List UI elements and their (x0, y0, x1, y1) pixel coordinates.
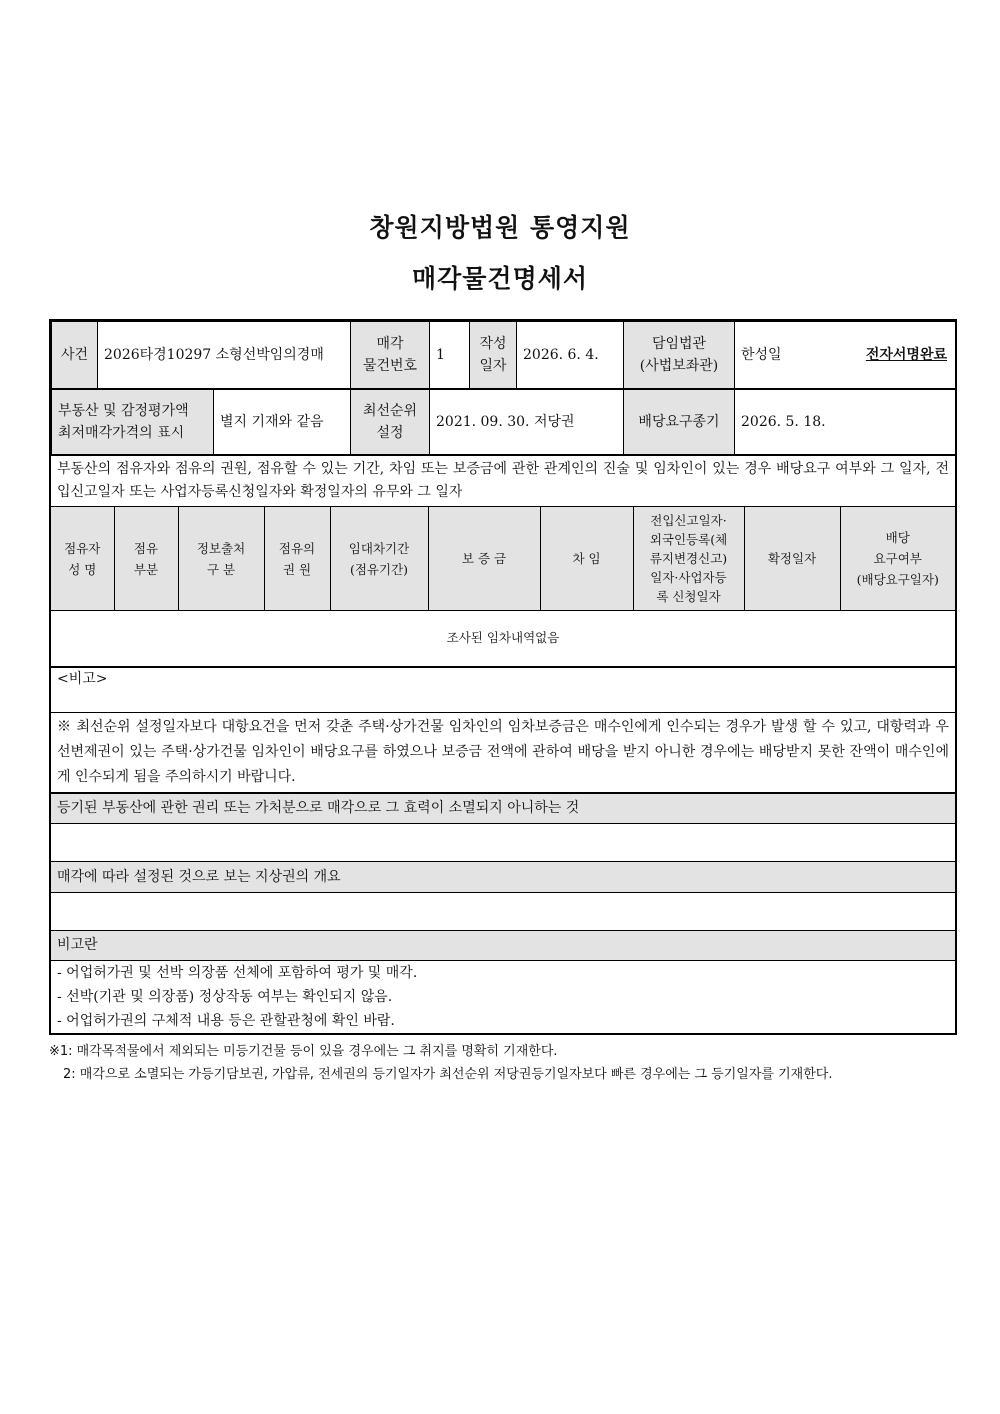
col-occupant-name: 점유자 성 명 (50, 507, 114, 611)
judge-name: 한성일 (741, 347, 782, 363)
notes-item: - 어업허가권의 구체적 내용 등은 관할관청에 확인 바람. (57, 1012, 395, 1029)
document-title: 매각물건명세서 (411, 264, 589, 293)
col-lease-period: 임대차기간 (점유기간) (330, 507, 428, 611)
item-number-value: 1 (430, 322, 470, 389)
judge-label: 담임법관 (사법보좌관) (624, 322, 735, 389)
rights-section-label: 등기된 부동산에 관한 권리 또는 가처분으로 매각으로 그 효력이 소멸되지 아니하는 것 (50, 793, 956, 823)
case-label: 사건 (52, 322, 98, 389)
superficies-section-label: 매각에 따라 설정된 것으로 보는 지상권의 개요 (50, 861, 956, 892)
superficies-section-value (50, 892, 956, 930)
dividend-deadline-label: 배당요구종기 (624, 390, 735, 455)
footnote-2: 2: 매각으로 소멸되는 가등기담보권, 가압류, 전세권의 등기일자가 최선순위 저당권등기일자보다 빠른 경우에는 그 등기일자를 기재한다. (63, 1067, 833, 1082)
notes-list (50, 960, 956, 1034)
judge-cell (735, 322, 956, 389)
electronic-signature-badge: 전자서명완료 (865, 347, 947, 363)
footnote-1: ※1: 매각목적물에서 제외되는 미등기건물 등이 있을 경우에는 그 취지를 명확히 기재한다. (49, 1044, 558, 1059)
sale-item-statement-table (49, 319, 957, 1035)
case-info-row (50, 320, 956, 389)
col-dividend-request: 배당 요구여부 (배당요구일자) (840, 507, 956, 611)
item-number-label: 매각 물건번호 (351, 322, 430, 389)
col-title: 점유의 권 원 (264, 507, 330, 611)
remarks-label: <비고> (57, 670, 108, 687)
warning-notice: ※ 최선순위 설정일자보다 대항요건을 먼저 갖춘 주택·상가건물 임차인의 임차보증금은 매수인에게 인수되는 경우가 발생 할 수 있고, 대항력과 우선변제권이 있는 주택·상가건물 임차인이 배당요구를 하였으나 보증금 전액에 관하여 배당을 받지 아니한 경우에는 배당받지 못한 잔액이 매수인에게 인수되게 됨을 주의하시기 바랍니다. (50, 713, 956, 794)
rights-section-value (50, 823, 956, 861)
case-value: 2026타경10297 소형선박임의경매 (98, 322, 351, 389)
court-name: 창원지방법원 통영지원 (369, 213, 631, 242)
col-fixed-date: 확정일자 (744, 507, 840, 611)
written-date-label: 작성 일자 (470, 322, 517, 389)
col-move-in-date: 전입신고일자· 외국인등록(체 류지변경신고) 일자·사업자등 록 신청일자 (633, 507, 744, 611)
occupancy-description: 부동산의 점유자와 점유의 권원, 점유할 수 있는 기간, 차임 또는 보증금에 관한 관계인의 진술 및 임차인이 있는 경우 배당요구 여부와 그 일자, 전입신고일자 또는 사업자등록신청일자와 확정일자의 유무와 그 일자 (50, 456, 956, 507)
col-rent: 차 임 (540, 507, 633, 611)
remarks-cell (50, 667, 956, 713)
notes-item: - 어업허가권 및 선박 의장품 선체에 포함하여 평가 및 매각. (57, 964, 418, 981)
written-date-value: 2026. 6. 4. (517, 322, 624, 389)
col-occupied-part: 점유 부분 (114, 507, 178, 611)
first-rank-label: 최선순위 설정 (351, 390, 430, 455)
notes-section-label: 비고란 (50, 930, 956, 960)
dividend-deadline-value: 2026. 5. 18. (735, 390, 956, 455)
appraisal-row (50, 389, 956, 456)
appraisal-value: 별지 기재와 같음 (214, 390, 351, 455)
notes-item: - 선박(기관 및 의장품) 정상작동 여부는 확인되지 않음. (57, 988, 393, 1005)
no-lease-message: 조사된 임차내역없음 (50, 611, 956, 667)
first-rank-value: 2021. 09. 30. 저당권 (430, 390, 624, 455)
appraisal-label: 부동산 및 감정평가액 최저매각가격의 표시 (52, 390, 214, 455)
col-info-source: 정보출처 구 분 (178, 507, 264, 611)
col-deposit: 보 증 금 (428, 507, 540, 611)
occupancy-header-row (50, 507, 956, 611)
